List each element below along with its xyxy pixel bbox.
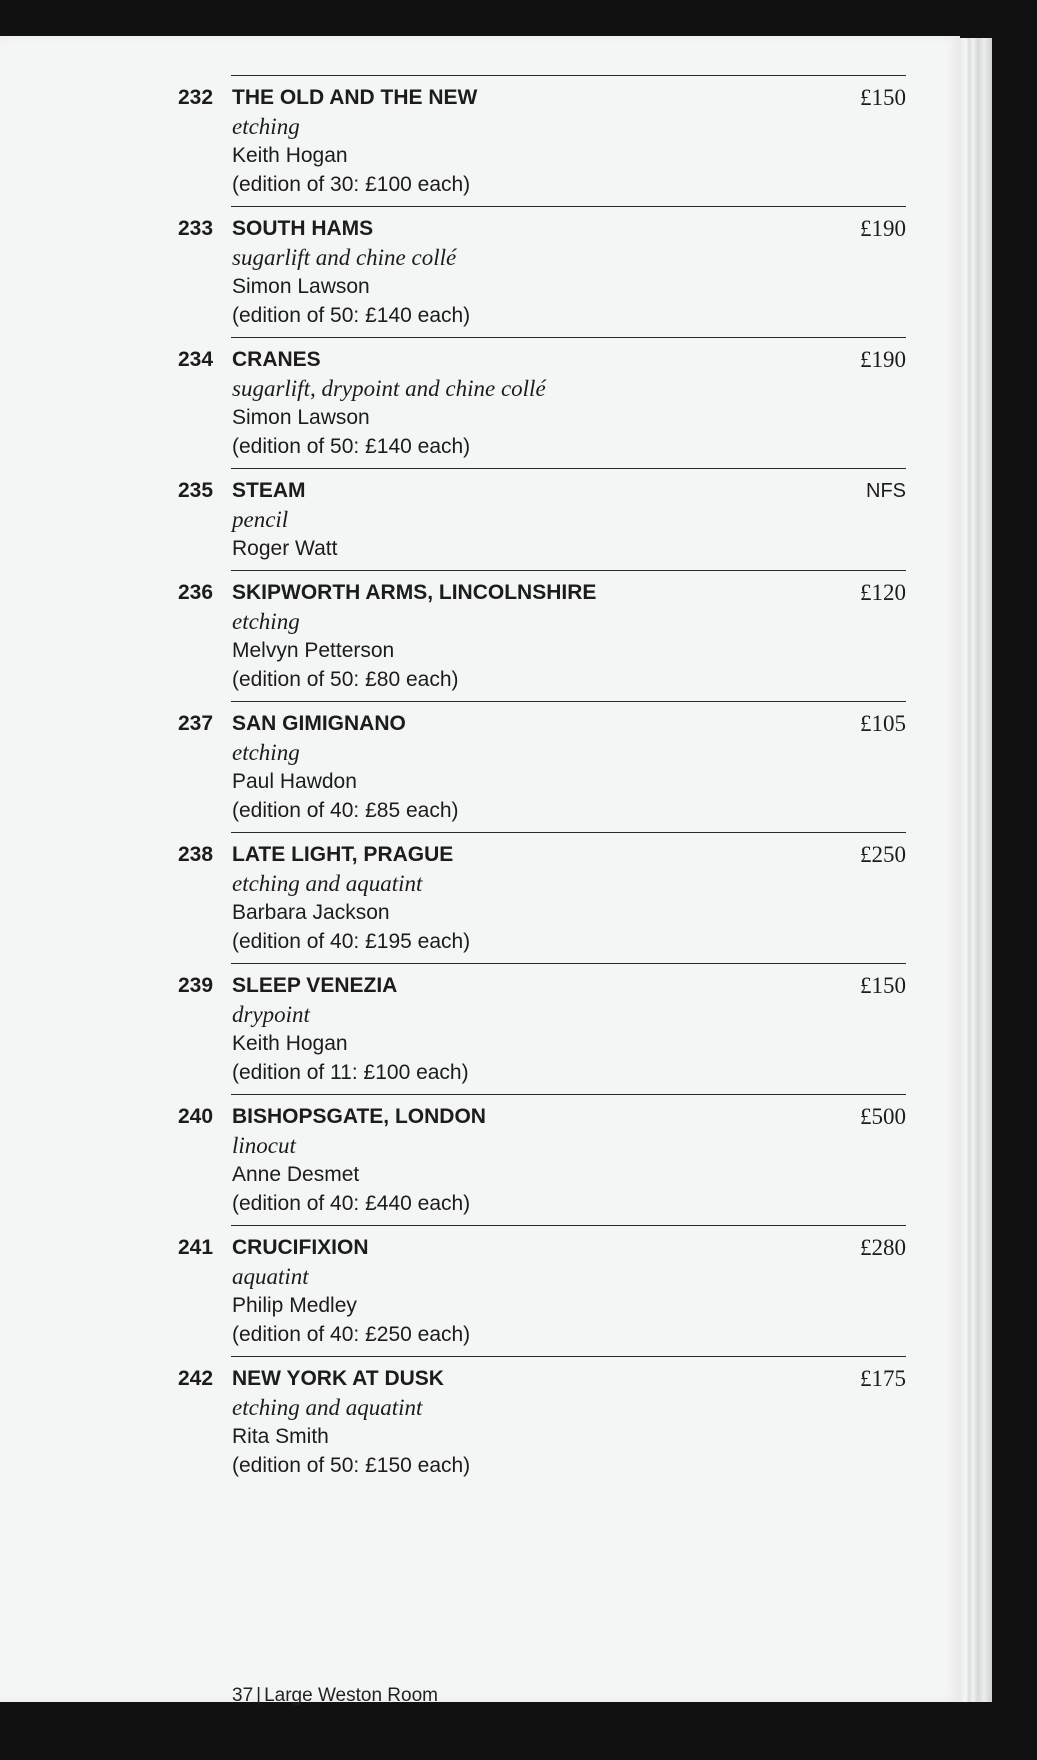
page-footer (232, 1685, 438, 1707)
entry-edition: (edition of 50: £80 each) (232, 668, 459, 691)
entry-artist: Rita Smith (232, 1425, 329, 1448)
entry-edition: (edition of 40: £250 each) (232, 1323, 471, 1346)
entry-number: 235 (178, 479, 214, 502)
entry-title: SOUTH HAMS (232, 217, 374, 240)
catalogue-entry (0, 337, 960, 467)
entry-number: 240 (178, 1105, 214, 1128)
entry-medium: etching and aquatint (232, 1395, 423, 1420)
catalogue-entry (0, 570, 960, 700)
entry-price: £280 (860, 1235, 906, 1260)
divider (231, 1356, 906, 1357)
entry-edition: (edition of 40: £440 each) (232, 1192, 471, 1215)
entry-price: £105 (860, 711, 906, 736)
entry-artist: Philip Medley (232, 1294, 357, 1317)
divider (231, 832, 906, 833)
entry-number: 241 (178, 1236, 214, 1259)
entry-title: SAN GIMIGNANO (232, 712, 406, 735)
divider (231, 963, 906, 964)
page-edges (960, 38, 992, 1702)
entry-edition: (edition of 40: £195 each) (232, 930, 471, 953)
entry-artist: Simon Lawson (232, 275, 370, 298)
entry-artist: Paul Hawdon (232, 770, 357, 793)
catalogue-entry (0, 206, 960, 336)
entry-price: £190 (860, 347, 906, 372)
entry-price: £120 (860, 580, 906, 605)
entry-medium: etching (232, 609, 300, 634)
entry-number: 233 (178, 217, 214, 240)
catalogue-entry (0, 1356, 960, 1486)
entry-number: 232 (178, 86, 214, 109)
entry-edition: (edition of 11: £100 each) (232, 1061, 469, 1084)
catalogue-entry (0, 963, 960, 1093)
entry-artist: Barbara Jackson (232, 901, 390, 924)
catalogue-entry (0, 1094, 960, 1224)
entry-medium: etching (232, 740, 300, 765)
entry-price: NFS (866, 480, 906, 502)
divider (231, 570, 906, 571)
entry-medium: pencil (232, 507, 289, 532)
page-number: 37 (232, 1685, 254, 1706)
divider (231, 1094, 906, 1095)
entry-title: CRUCIFIXION (232, 1236, 369, 1259)
catalogue-entry (0, 1225, 960, 1355)
divider (231, 75, 906, 76)
entry-number: 236 (178, 581, 214, 604)
divider (231, 701, 906, 702)
entry-medium: etching and aquatint (232, 871, 423, 896)
entry-price: £500 (860, 1104, 906, 1129)
entry-price: £250 (860, 842, 906, 867)
entry-edition: (edition of 40: £85 each) (232, 799, 459, 822)
entry-artist: Simon Lawson (232, 406, 370, 429)
entry-medium: sugarlift, drypoint and chine collé (232, 376, 546, 401)
entry-artist: Keith Hogan (232, 1032, 348, 1055)
entry-number: 242 (178, 1367, 214, 1390)
entry-artist: Anne Desmet (232, 1163, 360, 1186)
entry-artist: Keith Hogan (232, 144, 348, 167)
entry-title: CRANES (232, 348, 321, 371)
entry-title: SKIPWORTH ARMS, LINCOLNSHIRE (232, 581, 597, 604)
entry-medium: aquatint (232, 1264, 309, 1289)
entry-price: £150 (860, 973, 906, 998)
catalogue-page (0, 36, 960, 1702)
entry-price: £190 (860, 216, 906, 241)
entry-number: 238 (178, 843, 214, 866)
entry-price: £175 (860, 1366, 906, 1391)
footer-separator: | (256, 1685, 262, 1706)
entry-artist: Melvyn Petterson (232, 639, 395, 662)
catalogue-entry (0, 75, 960, 205)
entry-edition: (edition of 50: £140 each) (232, 435, 471, 458)
entry-edition: (edition of 50: £150 each) (232, 1454, 471, 1477)
divider (231, 337, 906, 338)
divider (231, 468, 906, 469)
entry-number: 237 (178, 712, 214, 735)
entry-title: BISHOPSGATE, LONDON (232, 1105, 486, 1128)
entry-title: SLEEP VENEZIA (232, 974, 398, 997)
entry-title: NEW YORK AT DUSK (232, 1367, 444, 1390)
entry-title: STEAM (232, 479, 306, 502)
divider (231, 206, 906, 207)
divider (231, 1225, 906, 1226)
entry-price: £150 (860, 85, 906, 110)
entry-edition: (edition of 30: £100 each) (232, 173, 471, 196)
entry-artist: Roger Watt (232, 537, 338, 560)
entry-medium: linocut (232, 1133, 296, 1158)
entry-edition: (edition of 50: £140 each) (232, 304, 471, 327)
entry-number: 234 (178, 348, 214, 371)
entry-number: 239 (178, 974, 214, 997)
entry-title: LATE LIGHT, PRAGUE (232, 843, 454, 866)
room-name: Large Weston Room (264, 1685, 438, 1706)
entry-medium: drypoint (232, 1002, 310, 1027)
entry-title: THE OLD AND THE NEW (232, 86, 478, 109)
entry-medium: etching (232, 114, 300, 139)
entry-medium: sugarlift and chine collé (232, 245, 457, 270)
catalogue-entry (0, 832, 960, 962)
catalogue-entry (0, 701, 960, 831)
